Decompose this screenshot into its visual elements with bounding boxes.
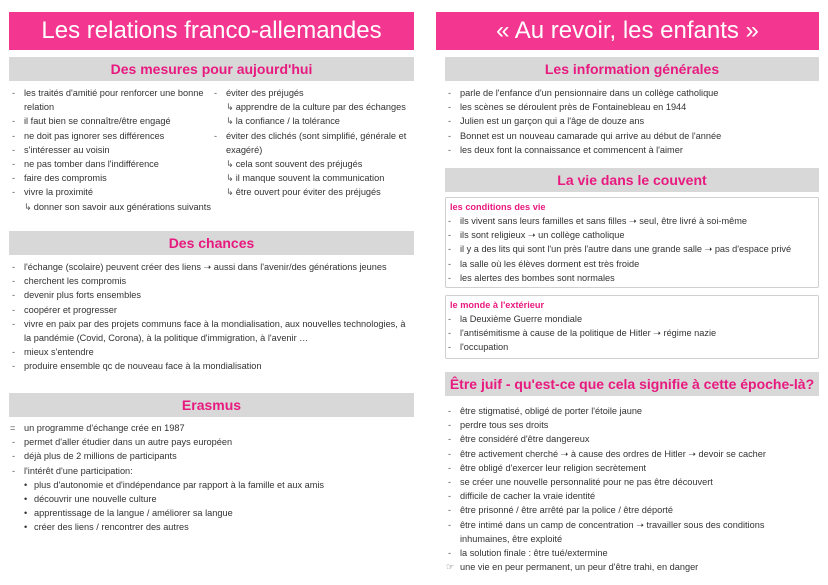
list-item	[10, 506, 414, 520]
list-item	[10, 143, 215, 157]
list-item	[446, 503, 818, 517]
list-item-text: les traités d'amitié pour renforcer une bonne relation	[24, 88, 204, 113]
bullet-marker: -	[12, 318, 16, 329]
right-banner: « Au revoir, les enfants »	[436, 12, 819, 50]
list-item	[446, 129, 818, 143]
list-item-text: apprendre de la culture par des échanges	[235, 102, 406, 113]
list-item-text: être considéré d'être dangereux	[460, 434, 590, 445]
list-item-text: plus d'autonomie et d'indépendance par rapport à la famille et aux amis	[34, 479, 325, 490]
list-item-text: ils sont religieux ➝ un collège catholique	[460, 230, 625, 241]
bullet-marker: -	[448, 448, 452, 459]
list-item	[446, 475, 818, 489]
list-item-text: la confiance / la tolérance	[235, 116, 340, 127]
list-item-text: la salle où les élèves dorment est très froide	[460, 258, 640, 269]
list-item-text: être activement cherché ➝ à cause des ordres de Hitler ➝ devoir se cacher	[460, 448, 766, 459]
list-item-text: cherchent les compromis	[24, 276, 127, 287]
conditions-heading: les conditions des vie	[450, 202, 546, 212]
list-item	[446, 257, 818, 271]
list-item-text: faire des compromis	[24, 173, 107, 184]
bullet-marker: -	[12, 130, 16, 141]
list-item-text: les scènes se déroulent près de Fontainebleau en 1944	[460, 102, 687, 113]
bullet-marker: -	[12, 262, 16, 272]
list-item	[10, 171, 215, 185]
list-item-text: être obligé d'exercer leur religion secrètement	[460, 462, 647, 473]
list-item	[446, 86, 818, 100]
list-item-text: coopérer et progresser	[24, 304, 117, 315]
list-item-text: être intimé dans un camp de concentration ➝ travailler sous des conditions inhumaines, être exploité	[460, 519, 765, 544]
bullet-marker: -	[448, 342, 452, 353]
conditions-list	[446, 214, 818, 285]
list-item	[10, 274, 414, 288]
list-item	[446, 546, 818, 560]
arrow-return-icon: ↳	[226, 187, 234, 198]
bullet-marker: •	[24, 479, 28, 490]
bullet-marker: -	[448, 88, 452, 98]
list-item	[10, 303, 414, 317]
list-item	[446, 560, 818, 574]
list-item	[446, 143, 818, 157]
list-item-text: difficile de cacher la vraie identité	[460, 491, 596, 502]
bullet-marker: •	[24, 508, 28, 519]
list-item	[446, 114, 818, 128]
list-item	[446, 340, 818, 354]
list-item	[212, 185, 412, 199]
list-item-text: la solution finale : être tué/extermine	[460, 548, 608, 559]
arrow-return-icon: ↳	[226, 173, 234, 184]
list-item-text: permet d'aller étudier dans un autre pays européen	[24, 437, 233, 448]
bullet-marker: •	[24, 494, 28, 505]
section-title-chances: Des chances	[9, 231, 414, 255]
list-item-text: éviter des clichés (sont simplifié, générale et exagéré)	[226, 130, 407, 155]
list-item	[446, 312, 818, 326]
infos-list	[446, 86, 818, 157]
list-item	[446, 242, 818, 256]
list-item-text: devenir plus forts ensembles	[24, 290, 141, 301]
bullet-marker: -	[12, 173, 16, 184]
left-banner: Les relations franco-allemandes	[9, 12, 414, 50]
list-item-text: découvrir une nouvelle culture	[34, 494, 157, 505]
bullet-marker: -	[12, 88, 16, 98]
list-item	[212, 114, 412, 128]
conditions-box	[445, 197, 819, 288]
mesures-col2	[212, 86, 412, 200]
list-item	[212, 157, 412, 171]
list-item	[10, 129, 218, 143]
list-item	[10, 185, 215, 199]
list-item-text: perdre tous ses droits	[460, 420, 549, 431]
bullet-marker: -	[12, 290, 16, 301]
list-item-text: l'échange (scolaire) peuvent créer des liens ➝ aussi dans l'avenir/des générations jeunes	[24, 262, 387, 272]
bullet-marker: -	[448, 505, 452, 516]
list-item	[446, 447, 818, 461]
chances-list	[10, 260, 414, 374]
list-item	[446, 404, 818, 418]
bullet-marker: -	[448, 491, 452, 502]
list-item	[10, 200, 215, 214]
bullet-marker: -	[448, 102, 452, 113]
list-item	[10, 317, 410, 345]
list-item-text: ne doit pas ignorer ses différences	[24, 130, 165, 141]
section-title-couvent: La vie dans le couvent	[445, 168, 819, 192]
list-item	[446, 214, 818, 228]
list-item	[446, 432, 818, 446]
list-item-text: éviter des préjugés	[226, 88, 304, 98]
list-item-text: l'antisémitisme à cause de la politique de Hitler ➝ régime nazie	[460, 328, 717, 339]
list-item	[10, 449, 414, 463]
bullet-marker: -	[448, 462, 452, 473]
list-item	[446, 271, 818, 285]
list-item-text: vivre la proximité	[24, 187, 93, 198]
list-item-text: il faut bien se connaître/être engagé	[24, 116, 171, 127]
bullet-marker: -	[448, 420, 452, 431]
bullet-marker: -	[12, 465, 16, 476]
list-item	[10, 288, 414, 302]
list-item	[10, 260, 414, 274]
list-item	[10, 157, 215, 171]
mesures-col1	[10, 86, 218, 214]
list-item	[10, 464, 414, 478]
bullet-marker: -	[448, 328, 452, 339]
list-item-text: être stigmatisé, obligé de porter l'étoile jaune	[460, 406, 643, 416]
bullet-marker: -	[12, 116, 16, 127]
list-item	[10, 478, 414, 492]
section-title-erasmus: Erasmus	[9, 393, 414, 417]
list-item-text: l'occupation	[460, 342, 509, 353]
list-item-text: l'intérêt d'une participation:	[24, 465, 133, 476]
list-item-text: créer des liens / rencontrer des autres	[34, 522, 189, 533]
arrow-return-icon: ↳	[226, 159, 234, 170]
bullet-marker: -	[448, 244, 452, 255]
bullet-marker: -	[448, 477, 452, 488]
bullet-marker: -	[12, 304, 16, 315]
bullet-marker: -	[448, 272, 452, 283]
list-item-text: mieux s'entendre	[24, 347, 94, 358]
erasmus-list	[10, 421, 414, 535]
list-item-text: une vie en peur permanent, un peur d'être trahi, en danger	[460, 562, 699, 573]
juif-list	[446, 404, 818, 574]
list-item	[10, 345, 414, 359]
bullet-marker: -	[12, 347, 16, 358]
monde-list	[446, 312, 818, 355]
bullet-marker: -	[12, 451, 16, 462]
list-item-text: apprentissage de la langue / améliorer sa langue	[34, 508, 233, 519]
list-item	[446, 326, 818, 340]
list-item	[446, 418, 818, 432]
list-item-text: se créer une nouvelle personnalité pour ne pas être découvert	[460, 477, 713, 488]
list-item-text: déjà plus de 2 millions de participants	[24, 451, 177, 462]
bullet-marker: -	[448, 230, 452, 241]
bullet-marker: -	[12, 187, 16, 198]
list-item-text: parle de l'enfance d'un pensionnaire dans un collège catholique	[460, 88, 719, 98]
list-item	[10, 421, 414, 435]
list-item	[10, 359, 414, 373]
bullet-marker: -	[214, 88, 218, 98]
list-item-text: être prisonné / être arrêté par la police / être déporté	[460, 505, 673, 516]
bullet-marker: -	[448, 548, 452, 559]
section-title-juif: Être juif - qu'est-ce que cela signifie à cette époche-là?	[445, 372, 819, 396]
list-item-text: les deux font la connaissance et commencent à l'aimer	[460, 144, 683, 155]
list-item-text: il y a des lits qui sont l'un près l'autre dans une grande salle ➝ pas d'espace privé	[460, 244, 792, 255]
monde-box	[445, 295, 819, 359]
list-item	[10, 86, 210, 114]
bullet-marker: -	[448, 258, 452, 269]
list-item-text: il manque souvent la communication	[235, 173, 385, 184]
list-item	[10, 435, 414, 449]
list-item	[10, 114, 215, 128]
bullet-marker: -	[448, 314, 452, 324]
arrow-return-icon: ↳	[24, 201, 32, 212]
list-item	[446, 100, 818, 114]
list-item	[10, 520, 414, 534]
list-item-text: ils vivent sans leurs familles et sans filles ➝ seul, être livré à soi-même	[460, 216, 747, 226]
list-item	[212, 100, 412, 114]
bullet-marker: -	[12, 361, 16, 372]
list-item-text: produire ensemble qc de nouveau face à la mondialisation	[24, 361, 262, 372]
list-item-text: un programme d'échange crée en 1987	[24, 423, 185, 433]
bullet-marker: •	[24, 522, 28, 533]
bullet-marker: -	[12, 144, 16, 155]
section-title-infos: Les information générales	[445, 57, 819, 81]
list-item	[212, 171, 412, 185]
list-item	[212, 129, 410, 157]
bullet-marker: -	[12, 159, 16, 170]
bullet-marker: -	[448, 130, 452, 141]
bullet-marker: -	[12, 276, 16, 287]
list-item-text: être ouvert pour éviter des préjugés	[235, 187, 381, 198]
bullet-marker: -	[448, 434, 452, 445]
list-item	[212, 86, 412, 100]
list-item	[446, 228, 818, 242]
arrow-return-icon: ↳	[226, 102, 234, 113]
list-item	[446, 489, 818, 503]
list-item-text: la Deuxième Guerre mondiale	[460, 314, 583, 324]
list-item-text: Bonnet est un nouveau camarade qui arrive au début de l'année	[460, 130, 722, 141]
bullet-marker: -	[448, 216, 452, 226]
monde-heading: le monde à l'extérieur	[450, 300, 545, 310]
bullet-marker: =	[10, 423, 16, 433]
list-item	[446, 461, 818, 475]
bullet-marker: -	[448, 116, 452, 127]
bullet-marker: -	[448, 519, 452, 530]
bullet-marker: -	[214, 130, 218, 141]
bullet-marker: -	[448, 406, 452, 416]
list-item	[446, 518, 816, 546]
bullet-marker: -	[448, 144, 452, 155]
list-item-text: donner son savoir aux générations suivants	[33, 201, 211, 212]
list-item-text: s'intéresser au voisin	[24, 144, 110, 155]
bullet-marker: -	[12, 437, 16, 448]
list-item-text: vivre en paix par des projets communs face à la mondialisation, aux nouvelles technologies, à la pandémie (Covid, Corona), à la politique d'immigration, à l'avenir …	[24, 318, 406, 344]
list-item-text: cela sont souvent des préjugés	[235, 159, 363, 170]
list-item-text: Julien est un garçon qui a l'âge de douze ans	[460, 116, 645, 127]
list-item	[10, 492, 414, 506]
hand-pointing-icon: ☞	[446, 562, 455, 573]
list-item-text: les alertes des bombes sont normales	[460, 272, 615, 283]
list-item-text: ne pas tomber dans l'indifférence	[24, 159, 159, 170]
arrow-return-icon: ↳	[226, 116, 234, 127]
section-title-mesures: Des mesures pour aujourd'hui	[9, 57, 414, 81]
